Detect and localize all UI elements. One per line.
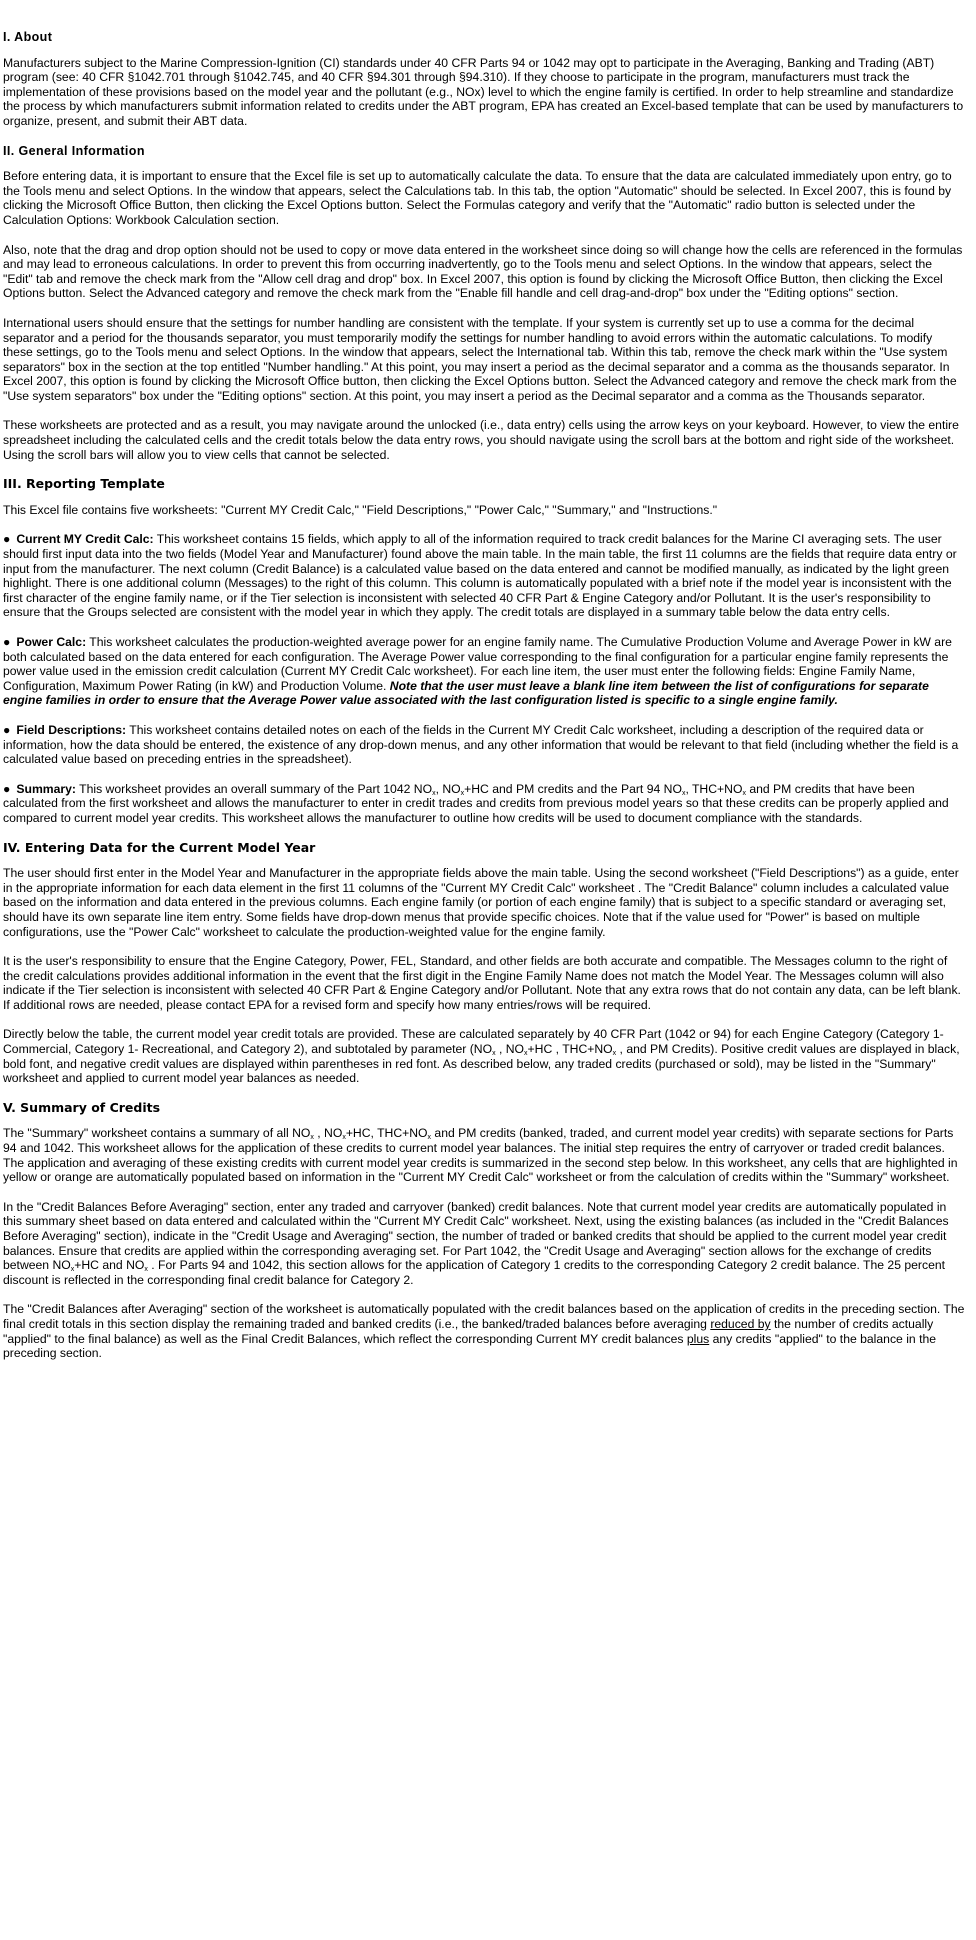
- text-run: , THC+NO: [685, 781, 743, 796]
- text-run: any credits "applied" to the balance in the preceding section.: [3, 1331, 937, 1361]
- section-heading-entering: IV. Entering Data for the Current Model Year: [3, 839, 316, 855]
- bullet-power-calc: [3, 635, 965, 708]
- text-run: , NO: [313, 1126, 343, 1141]
- subscript-x: x: [427, 1134, 432, 1142]
- underlined-text: plus: [686, 1331, 710, 1346]
- section-heading-reporting: III. Reporting Template: [3, 476, 165, 492]
- summary-paragraph-3: [3, 1302, 965, 1360]
- subscript-x: x: [310, 1134, 314, 1142]
- text-run: The "Credit Balances after Averaging" section of the worksheet is automatically populated with the credit balances based on the application of credits in the preceding section. The final credit totals in this section display the remaining traded and banked credits (i.e., the banked/traded balances before averaging: [3, 1302, 965, 1331]
- text-run: The "Summary" worksheet contains a summary of all NO: [3, 1126, 311, 1141]
- section-heading-about: I. About: [3, 30, 53, 44]
- bullet-title: Current MY Credit Calc:: [16, 532, 154, 547]
- section-heading-general: II. General Information: [3, 143, 145, 158]
- text-run: . For Parts 94 and 1042, this section allows for the application of Category 1 credits to the corresponding Category 2 credit balance. The 25 percent discount is reflected in the corresponding final credit balance for Category 2.: [3, 1258, 946, 1287]
- bullet-icon: ●: [3, 722, 11, 737]
- text-run: Directly below the table, the current model year credit totals are provided. These are calculated separately by 40 CFR Part (1042 or 94) for each Engine Category (Category 1- Commercial, Category 1- Recreational, and Category 2), and subtotaled by parameter (NO: [3, 1027, 944, 1057]
- subscript-x: x: [681, 789, 686, 797]
- text-run: and PM credits that have been calculated from the first worksheet and allows the manufacturer to enter in credit trades and credits from previous model years so that these credits can be properly applied and compared to current model year credits. This worksheet allows the manufacturer to outline how credits will be used to document compliance with the standards.: [3, 781, 949, 825]
- subscript-x: x: [144, 1266, 148, 1274]
- text-run: the number of credits actually "applied" to the final balance) as well as the Final Credit Balances, which reflect the corresponding Current MY credit balances: [3, 1316, 934, 1346]
- bullet-text: This worksheet calculates the production-weighted average power for an engine family name. The Cumulative Production Volume and Average Power in kW are both calculated based on the data entered for each configuration. The Average Power value corresponding to the final configuration for a particular engine family represents the power value used in the emission credit calculation (Current MY Credit Calc worksheet). For each line item, the user must enter the following fields: Engine Family Name, Configuration, Maximum Power Rating (in kW) and Production Volume.: [3, 635, 952, 693]
- bullet-text: This worksheet contains 15 fields, which apply to all of the information required to track credit balances for the Marine CI averaging sets. The user should first input data into the two fields (Model Year and Manufacturer) found above the main table. In the main table, the first 11 columns are the fields that require data entry or input from the manufacturer. The next column (Credit Balance) is a calculated value based on the data entered and cannot be modified manually, as indicated by the light green highlight. There is one additional column (Messages) to the right of this column. This column is automatically populated with a brief note if the model year is inconsistent with the first character of the engine family name, or if the Tier selection is inconsistent with selected 40 CFR Part & Engine Category and/or Pollutant. It is the user's responsibility to ensure that the Groups selected are consistent with the model year in which they apply. The credit totals are displayed in a summary table below the data entry cells.: [3, 532, 957, 620]
- subscript-x: x: [342, 1134, 346, 1142]
- text-run: +HC , THC+NO: [527, 1042, 613, 1057]
- bullet-summary: [3, 782, 965, 826]
- summary-paragraph-2: [3, 1200, 965, 1288]
- subscript-x: x: [612, 1050, 617, 1058]
- subscript-x: x: [492, 1050, 496, 1058]
- bullet-text: This worksheet contains detailed notes on each of the fields in the Current MY Credit Calc worksheet, including a description of the required data or information, how the data should be entered, the existence of any drop-down menus, and any other information that would be relevant to that field (including whether the field is a calculated value based on preceding entries in the spreadsheet).: [3, 722, 959, 767]
- bullet-field-descriptions: [3, 723, 965, 767]
- reporting-intro: This Excel file contains five worksheets: "Current MY Credit Calc," "Field Descriptions," "Power Calc," "Summary," and "Instructions.": [3, 502, 718, 517]
- bullet-title: Field Descriptions:: [16, 722, 127, 737]
- about-paragraph: Manufacturers subject to the Marine Compression-Ignition (CI) standards under 40 CFR Parts 94 or 1042 may opt to participate in the Averaging, Banking and Trading (ABT) program (see: 40 CFR §1042.701 through §1042.745, and 40 CFR §94.301 through §94.310). If they choose to participate in the program, manufacturers must track the implementation of these provisions based on the model year and the pollutant (e.g., NOx) level to which the engine family is certified. In order to help streamline and standardize the process by which manufacturers submit information related to credits under the ABT program, EPA has created an Excel-based template that can be used by manufacturers to organize, present, and submit their ABT data.: [3, 55, 964, 128]
- subscript-x: x: [460, 789, 465, 797]
- subscript-x: x: [432, 789, 436, 797]
- general-paragraph-3: International users should ensure that the settings for number handling are consistent with the template. If your system is currently set up to use a comma for the decimal separator and a period for the thousands separator, you must temporarily modify the settings for number handling to avoid errors within the automatic calculations. To modify these settings, go to the Tools menu and select Options. In the window that appears, select the International tab. Within this tab, remove the check mark within the "Use system separators" box in the section at the top entitled "Number handling." At this point, you may insert a period as the decimal separator and a comma as the thousands separator. In Excel 2007, this option is found by clicking the Microsoft Office button, then clicking the Excel Options button. Select the Advanced category and remove the check mark from the "Use system separators" box under the "Editing options" section. At this point, you may insert a period as the Decimal separator and a comma as the Thousands separator.: [3, 315, 957, 403]
- bullet-note: Note that the user must leave a blank line item between the list of configurations for separate engine families in order to ensure that the Average Power value associated with the last configuration listed is specific to a single engine family.: [3, 678, 929, 708]
- subscript-x: x: [742, 789, 746, 797]
- text-run: and PM credits (banked, traded, and current model year credits) with separate sections for Parts 94 and 1042. This worksheet allows for the application of these credits to current model year balances. The initial step requires the entry of carryover or traded credit balances. The application and averaging of these existing credits with current model year credits is summarized in the second step below. In this worksheet, any cells that are highlighted in yellow or orange are automatically populated based on information in the "Current MY Credit Calc" worksheet or from the calculation of credits within the "Summary" worksheet.: [3, 1126, 958, 1185]
- subscript-x: x: [70, 1266, 75, 1274]
- subscript-x: x: [524, 1050, 528, 1058]
- general-paragraph-4: These worksheets are protected and as a result, you may navigate around the unlocked (i.e., data entry) cells using the arrow keys on your keyboard. However, to view the entire spreadsheet including the calculated cells and the credit totals below the data entry rows, you should navigate using the scroll bars at the bottom and right side of the worksheet. Using the scroll bars will allow you to view cells that cannot be selected.: [3, 418, 959, 462]
- text-run: +HC, THC+NO: [345, 1126, 428, 1141]
- entering-paragraph-2: It is the user's responsibility to ensure that the Engine Category, Power, FEL, Standard, and other fields are both accurate and compatible. The Messages column to the right of the credit calculations provides additional information in the event that the first digit in the Engine Family Name does not match the Model Year. The Messages column will also indicate if the Tier selection is inconsistent with selected 40 CFR Part & Engine Category and/or Pollutant. Note that any extra rows that do not contain any data, can be left blank. If additional rows are needed, please contact EPA for a revised form and specify how many entries/rows will be required.: [3, 954, 961, 1012]
- section-heading-summary: V. Summary of Credits: [3, 1099, 161, 1115]
- text-run: , NO: [435, 781, 461, 796]
- bullet-icon: ●: [3, 781, 11, 796]
- text-run: In the "Credit Balances Before Averaging" section, enter any traded and carryover (banked) credit balances. Note that current model year credits are automatically populated in this summary sheet based on data entered and calculated within the "Current MY Credit Calc" worksheet. Next, using the existing balances (as included in the "Credit Balances Before Averaging" section), indicate in the "Credit Usage and Averaging" section, the number of traded or banked credits that should be applied to the current model year credit balances. Ensure that credits are applied within the corresponding averaging set. For Part 1042, the "Credit Usage and Averaging" section allows for the exchange of credits between NO: [3, 1199, 949, 1273]
- entering-paragraph-3: [3, 1027, 965, 1085]
- general-paragraph-1: Before entering data, it is important to ensure that the Excel file is set up to automatically calculate the data. To ensure that the data are calculated immediately upon entry, go to the Tools menu and select Options. In the window that appears, select the Calculations tab. In this tab, the option "Automatic" should be selected. In Excel 2007, this is found by clicking the Microsoft Office Button, then clicking the Excel Options button. Select the Formulas category and verify that the "Automatic" radio button is selected under the Calculation Options: Workbook Calculation section.: [3, 169, 952, 227]
- bullet-current-my-credit-calc: [3, 532, 965, 620]
- document-body: [3, 30, 965, 1376]
- text-run: , NO: [495, 1042, 525, 1057]
- underlined-text: reduced by: [710, 1316, 771, 1331]
- bullet-title: Summary:: [16, 781, 76, 796]
- entering-paragraph-1: The user should first enter in the Model Year and Manufacturer in the appropriate fields above the main table. Using the second worksheet ("Field Descriptions") as a guide, enter in the appropriate information for each data element in the first 11 columns of the "Current MY Credit Calc" worksheet . The "Credit Balance" column includes a calculated value based on the information and data entered in the previous columns. Each engine family (or portion of each engine family) that is subject to a specific standard or averaging set, should have its own separate line item entry. Some fields have drop-down menus that provide specific choices. Note that if the value used for "Power" is based on multiple configurations, use the "Power Calc" worksheet to calculate the production-weighted value for the engine family.: [3, 866, 959, 939]
- text-run: This worksheet provides an overall summary of the Part 1042 NO: [75, 781, 433, 796]
- general-paragraph-2: Also, note that the drag and drop option should not be used to copy or move data entered in the worksheet since doing so will change how the cells are referenced in the formulas and may lead to erroneous calculations. In order to prevent this from occurring inadvertently, go to the Tools menu and select Options. In the window that appears, select the "Edit" tab and remove the check mark from the "Allow cell drag and drop" box. In Excel 2007, this option is found by clicking the Microsoft Office Button, then clicking the Excel Options button. Select the Advanced category and remove the check mark from the "Enable fill handle and cell drag-and-drop" box under the "Editing options" section.: [3, 242, 963, 301]
- text-run: +HC and NO: [74, 1258, 145, 1273]
- text-run: +HC and PM credits and the Part 94 NO: [464, 781, 682, 796]
- bullet-icon: ●: [3, 532, 11, 547]
- text-run: , and PM Credits). Positive credit values are displayed in black, bold font, and negative credit values are displayed within parentheses in red font. As described below, any traded credits (purchased or sold), may be listed in the "Summary" worksheet and applied to current model year balances as needed.: [3, 1042, 960, 1086]
- bullet-icon: ●: [3, 635, 11, 649]
- summary-paragraph-1: [3, 1126, 965, 1184]
- bullet-title: Power Calc:: [16, 635, 87, 649]
